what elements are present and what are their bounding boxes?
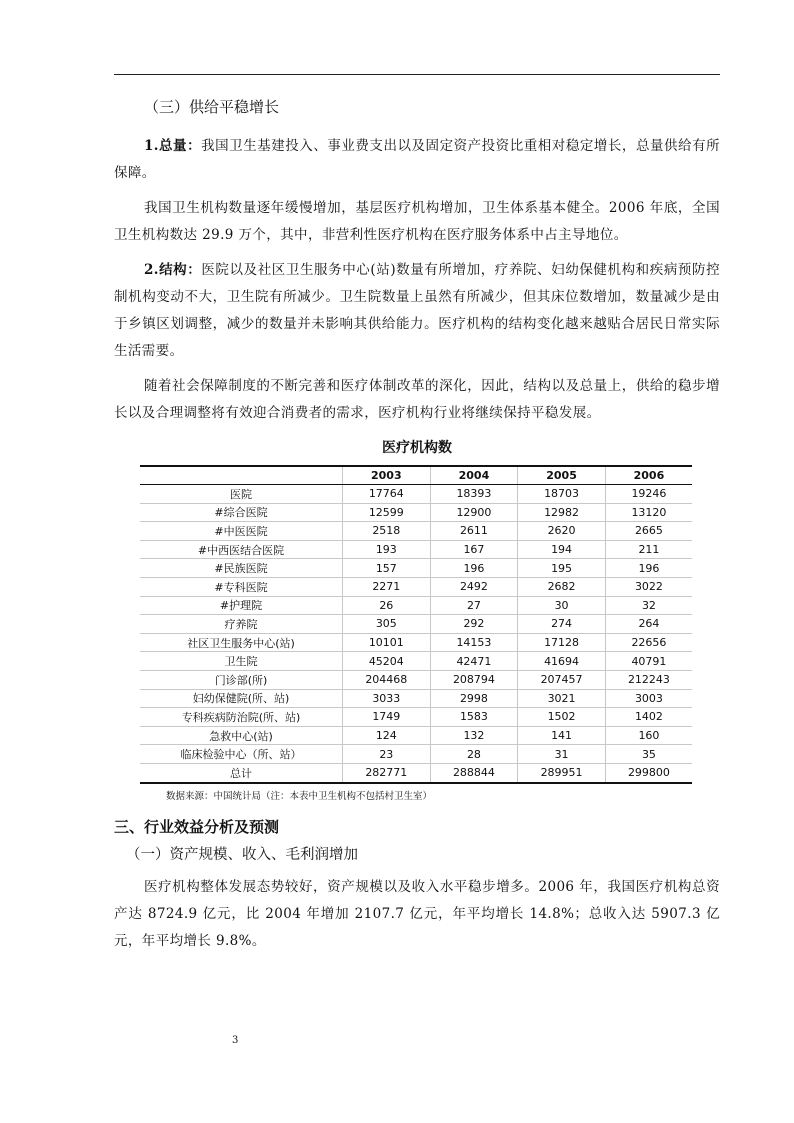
- table-header-year: 2006: [605, 466, 692, 485]
- table-cell: 141: [518, 726, 606, 745]
- table-cell: 45204: [343, 652, 431, 671]
- table-header-year: 2003: [343, 466, 431, 485]
- table-cell: 193: [343, 540, 431, 559]
- table-cell: 1749: [343, 708, 431, 727]
- table-row: [140, 726, 692, 745]
- table-cell: 124: [343, 726, 431, 745]
- table-cell: 17128: [518, 633, 606, 652]
- table-row-label: #护理院: [140, 596, 343, 615]
- table-cell: 22656: [605, 633, 692, 652]
- table-cell: 12599: [343, 503, 431, 522]
- paragraph-structure-text: 医院以及社区卫生服务中心(站)数量有所增加，疗养院、妇幼保健机构和疾病预防控制机构变动不大，卫生院有所减少。卫生院数量上虽然有所减少，但其床位数增加，数量减少是由于乡镇区划调整，减少的数量并未影响其供给能力。医疗机构的结构变化越来越贴合居民日常实际生活需要。: [114, 262, 720, 359]
- table-row-label: 社区卫生服务中心(站): [140, 633, 343, 652]
- table-row: [140, 745, 692, 764]
- paragraph-structure: [114, 257, 720, 365]
- table-cell: 35: [605, 745, 692, 764]
- table-row: [140, 540, 692, 559]
- table-body: [140, 485, 692, 783]
- table-cell: 274: [518, 615, 606, 634]
- table-cell: 14153: [430, 633, 518, 652]
- table-cell: 2492: [430, 577, 518, 596]
- table-cell: 132: [430, 726, 518, 745]
- table-cell: 282771: [343, 763, 431, 782]
- table-row: [140, 485, 692, 504]
- table-cell: 40791: [605, 652, 692, 671]
- table-row-label: #专科医院: [140, 577, 343, 596]
- table-row-label: 卫生院: [140, 652, 343, 671]
- table-cell: 212243: [605, 670, 692, 689]
- table-cell: 2665: [605, 522, 692, 541]
- table-cell: 17764: [343, 485, 431, 504]
- table-cell: 1502: [518, 708, 606, 727]
- table-cell: 2518: [343, 522, 431, 541]
- table-row: [140, 763, 692, 782]
- table-row: [140, 559, 692, 578]
- table-row: [140, 615, 692, 634]
- table-cell: 2271: [343, 577, 431, 596]
- section-title-supply: （三）供给平稳增长: [144, 98, 280, 116]
- table-cell: 19246: [605, 485, 692, 504]
- table-cell: 3033: [343, 689, 431, 708]
- table-row-label: #中医医院: [140, 522, 343, 541]
- table-cell: 23: [343, 745, 431, 764]
- table-row: [140, 633, 692, 652]
- table-cell: 288844: [430, 763, 518, 782]
- table-cell: 28: [430, 745, 518, 764]
- page-content: [114, 96, 720, 963]
- table-row: [140, 708, 692, 727]
- subsection-title-assets: （一）资产规模、收入、毛利润增加: [126, 846, 358, 863]
- paragraph-total-text: 我国卫生基建投入、事业费支出以及固定资产投资比重相对稳定增长，总量供给有所保障。: [114, 138, 720, 181]
- table-cell: 160: [605, 726, 692, 745]
- table-row: [140, 689, 692, 708]
- header-rule: [114, 74, 720, 75]
- table-row-label: 妇幼保健院(所、站): [140, 689, 343, 708]
- table-row: [140, 596, 692, 615]
- table-row-label: #中西医结合医院: [140, 540, 343, 559]
- table-cell: 196: [605, 559, 692, 578]
- table-row: [140, 652, 692, 671]
- table-cell: 26: [343, 596, 431, 615]
- table-cell: 1583: [430, 708, 518, 727]
- table-cell: 299800: [605, 763, 692, 782]
- table-row: [140, 522, 692, 541]
- table-cell: 30: [518, 596, 606, 615]
- table-header-year: 2004: [430, 466, 518, 485]
- table-row-label: 医院: [140, 485, 343, 504]
- table-row: [140, 670, 692, 689]
- paragraph-total-lead: 1.总量：: [144, 138, 202, 154]
- table-cell: 10101: [343, 633, 431, 652]
- table-title: 医疗机构数: [382, 440, 452, 456]
- table-header-blank: [140, 466, 343, 485]
- table-cell: 211: [605, 540, 692, 559]
- table-cell: 208794: [430, 670, 518, 689]
- table-cell: 305: [343, 615, 431, 634]
- paragraph-outlook: 随着社会保障制度的不断完善和医疗体制改革的深化，因此，结构以及总量上，供给的稳步增长以及合理调整将有效迎合消费者的需求，医疗机构行业将继续保持平稳发展。: [114, 378, 720, 421]
- table-row-label: #综合医院: [140, 503, 343, 522]
- table-row: [140, 503, 692, 522]
- table-cell: 292: [430, 615, 518, 634]
- section-title-benefit: 三、行业效益分析及预测: [114, 817, 280, 836]
- table-row-label: 门诊部(所): [140, 670, 343, 689]
- table-cell: 207457: [518, 670, 606, 689]
- table-row-label: 总计: [140, 763, 343, 782]
- table-cell: 32: [605, 596, 692, 615]
- table-row-label: 专科疾病防治院(所、站): [140, 708, 343, 727]
- table-cell: 18393: [430, 485, 518, 504]
- table-cell: 1402: [605, 708, 692, 727]
- table-source-note: 数据来源：中国统计局（注：本表中卫生机构不包括村卫生室）: [166, 790, 433, 802]
- table-cell: 31: [518, 745, 606, 764]
- table-cell: 264: [605, 615, 692, 634]
- table-cell: 2611: [430, 522, 518, 541]
- institutions-table: [140, 465, 692, 784]
- table-row: [140, 577, 692, 596]
- table-cell: 3003: [605, 689, 692, 708]
- table-cell: 194: [518, 540, 606, 559]
- table-cell: 204468: [343, 670, 431, 689]
- table-row-label: 疗养院: [140, 615, 343, 634]
- table-cell: 3022: [605, 577, 692, 596]
- table-cell: 12900: [430, 503, 518, 522]
- table-cell: 195: [518, 559, 606, 578]
- table-cell: 42471: [430, 652, 518, 671]
- table-cell: 27: [430, 596, 518, 615]
- table-row-label: #民族医院: [140, 559, 343, 578]
- table-cell: 196: [430, 559, 518, 578]
- table-cell: 2998: [430, 689, 518, 708]
- paragraph-structure-lead: 2.结构：: [144, 262, 202, 278]
- paragraph-assets: 医疗机构整体发展态势较好，资产规模以及收入水平稳步增多。2006 年，我国医疗机构总资产达 8724.9 亿元，比 2004 年增加 2107.7 亿元，年平均增长 14.8%；总收入达 5907.3 亿元，年平均增长 9.8%。: [114, 878, 720, 949]
- table-cell: 3021: [518, 689, 606, 708]
- table-cell: 18703: [518, 485, 606, 504]
- table-cell: 167: [430, 540, 518, 559]
- table-row-label: 临床检验中心（所、站）: [140, 745, 343, 764]
- table-cell: 289951: [518, 763, 606, 782]
- table-cell: 2682: [518, 577, 606, 596]
- table-cell: 157: [343, 559, 431, 578]
- page-number: 3: [232, 1035, 239, 1046]
- paragraph-institutions: 我国卫生机构数量逐年缓慢增加，基层医疗机构增加，卫生体系基本健全。2006 年底，全国卫生机构数达 29.9 万个，其中，非营利性医疗机构在医疗服务体系中占主导地位。: [114, 200, 720, 243]
- table-cell: 2620: [518, 522, 606, 541]
- table-header-row: [140, 466, 692, 485]
- table-cell: 13120: [605, 503, 692, 522]
- paragraph-total: [114, 133, 720, 187]
- table-header-year: 2005: [518, 466, 606, 485]
- table-row-label: 急救中心(站): [140, 726, 343, 745]
- table-cell: 41694: [518, 652, 606, 671]
- table-cell: 12982: [518, 503, 606, 522]
